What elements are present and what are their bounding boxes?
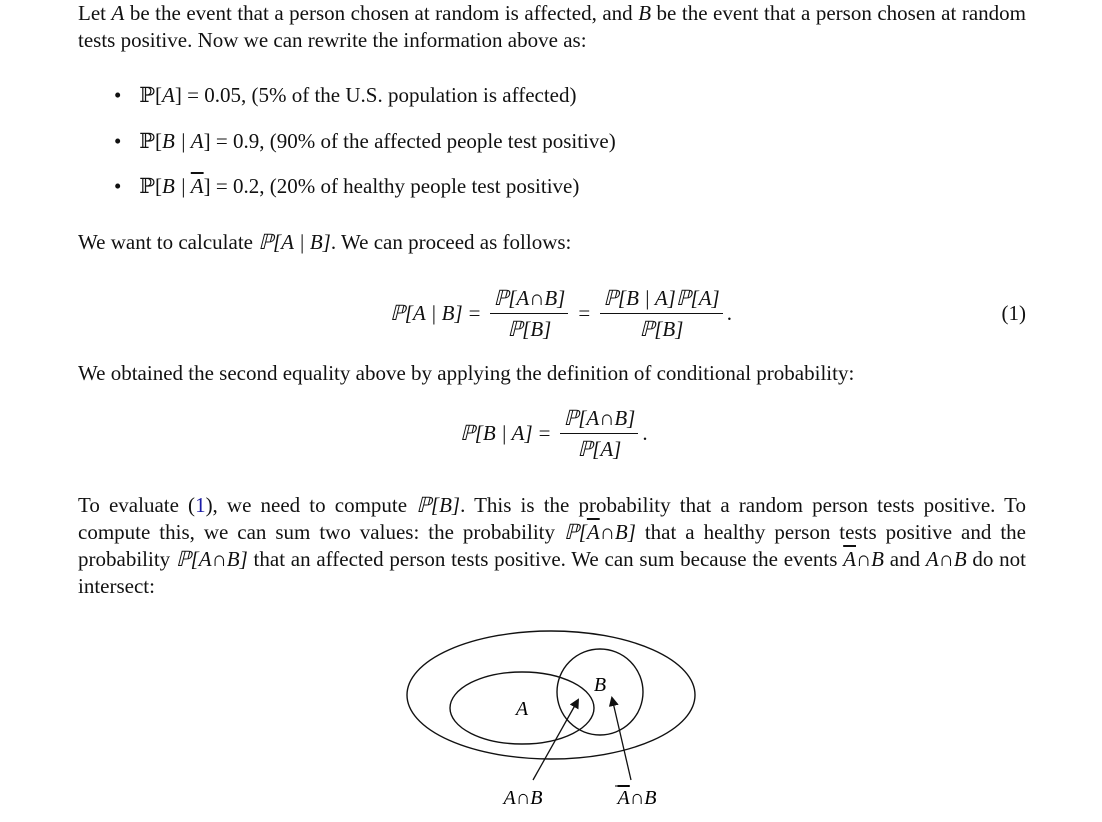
second-equality-paragraph: We obtained the second equality above by applying the definition of conditional probability:	[78, 361, 855, 385]
population-ellipse	[407, 631, 695, 759]
list-item: • ℙ[A] = 0.05, (5% of the U.S. population is affected)	[114, 82, 616, 128]
eq2-fraction: $\frac{\text{ℙ[A∩B]}}{\text{ℙ[A]}}$	[560, 405, 638, 462]
list-item: • ℙ[B | $\overline{A}] = 0.2$, (20% of healthy people test positive)	[114, 173, 616, 219]
label-a: A	[515, 698, 529, 720]
equation-reference-link[interactable]: 1	[195, 493, 206, 517]
list-item: • ℙ[B | A] = 0.9, (90% of the affected people test positive)	[114, 128, 616, 174]
label-b: B	[593, 674, 607, 696]
equation-2: ℙ[B | A] = $\frac{\text{ℙ[A∩B]}}{\text{ℙ[A]}}$ .	[460, 406, 648, 461]
arrow-complement-intersection	[612, 698, 631, 780]
arrow-intersection	[533, 700, 578, 780]
caption-intersection: A∩B	[503, 787, 543, 809]
equation-number: (1)	[1001, 301, 1026, 325]
eq1-fraction-2: $\frac{\text{ℙ[B | A]ℙ[A]}}{\text{ℙ[B]}}$	[600, 285, 723, 342]
want-paragraph: We want to calculate ℙ[A | B]. We can proceed as follows:	[78, 230, 572, 254]
intro-paragraph: Let A be the event that a person chosen at random is affected, and B be the event that a person chosen at random tests positive. Now we can rewrite the information above as:	[78, 1, 1027, 52]
evaluate-paragraph: To evaluate (1), we need to compute ℙ[B]. This is the probability that a random person tests positive. To compute this, we can sum two values: the probability $ℙ[\overline{A}\cap B]$ that a healthy person tests positive and the probability ℙ[A∩B] that an affected person tests positive. We can sum because the events $\overline{A}\cap B$ and A∩B do not intersect:	[78, 493, 1026, 598]
overlined-complement: B | $\overline{A}$	[162, 174, 204, 198]
eq1-lhs: ℙ[A | B]	[390, 301, 463, 325]
eq2-lhs: ℙ[B | A]	[460, 421, 533, 445]
caption-complement-intersection: A∩B	[617, 787, 657, 809]
eq1-fraction-1: $\frac{\text{ℙ[A∩B]}}{\text{ℙ[B]}}$	[490, 285, 568, 342]
equation-1: ℙ[A | B] = $\frac{\text{ℙ[A∩B]}}{\text{ℙ[B]}}$ = $\frac{\text{ℙ[B | A]ℙ[A]}}{\text{ℙ[B]}}$ .	[390, 286, 732, 341]
